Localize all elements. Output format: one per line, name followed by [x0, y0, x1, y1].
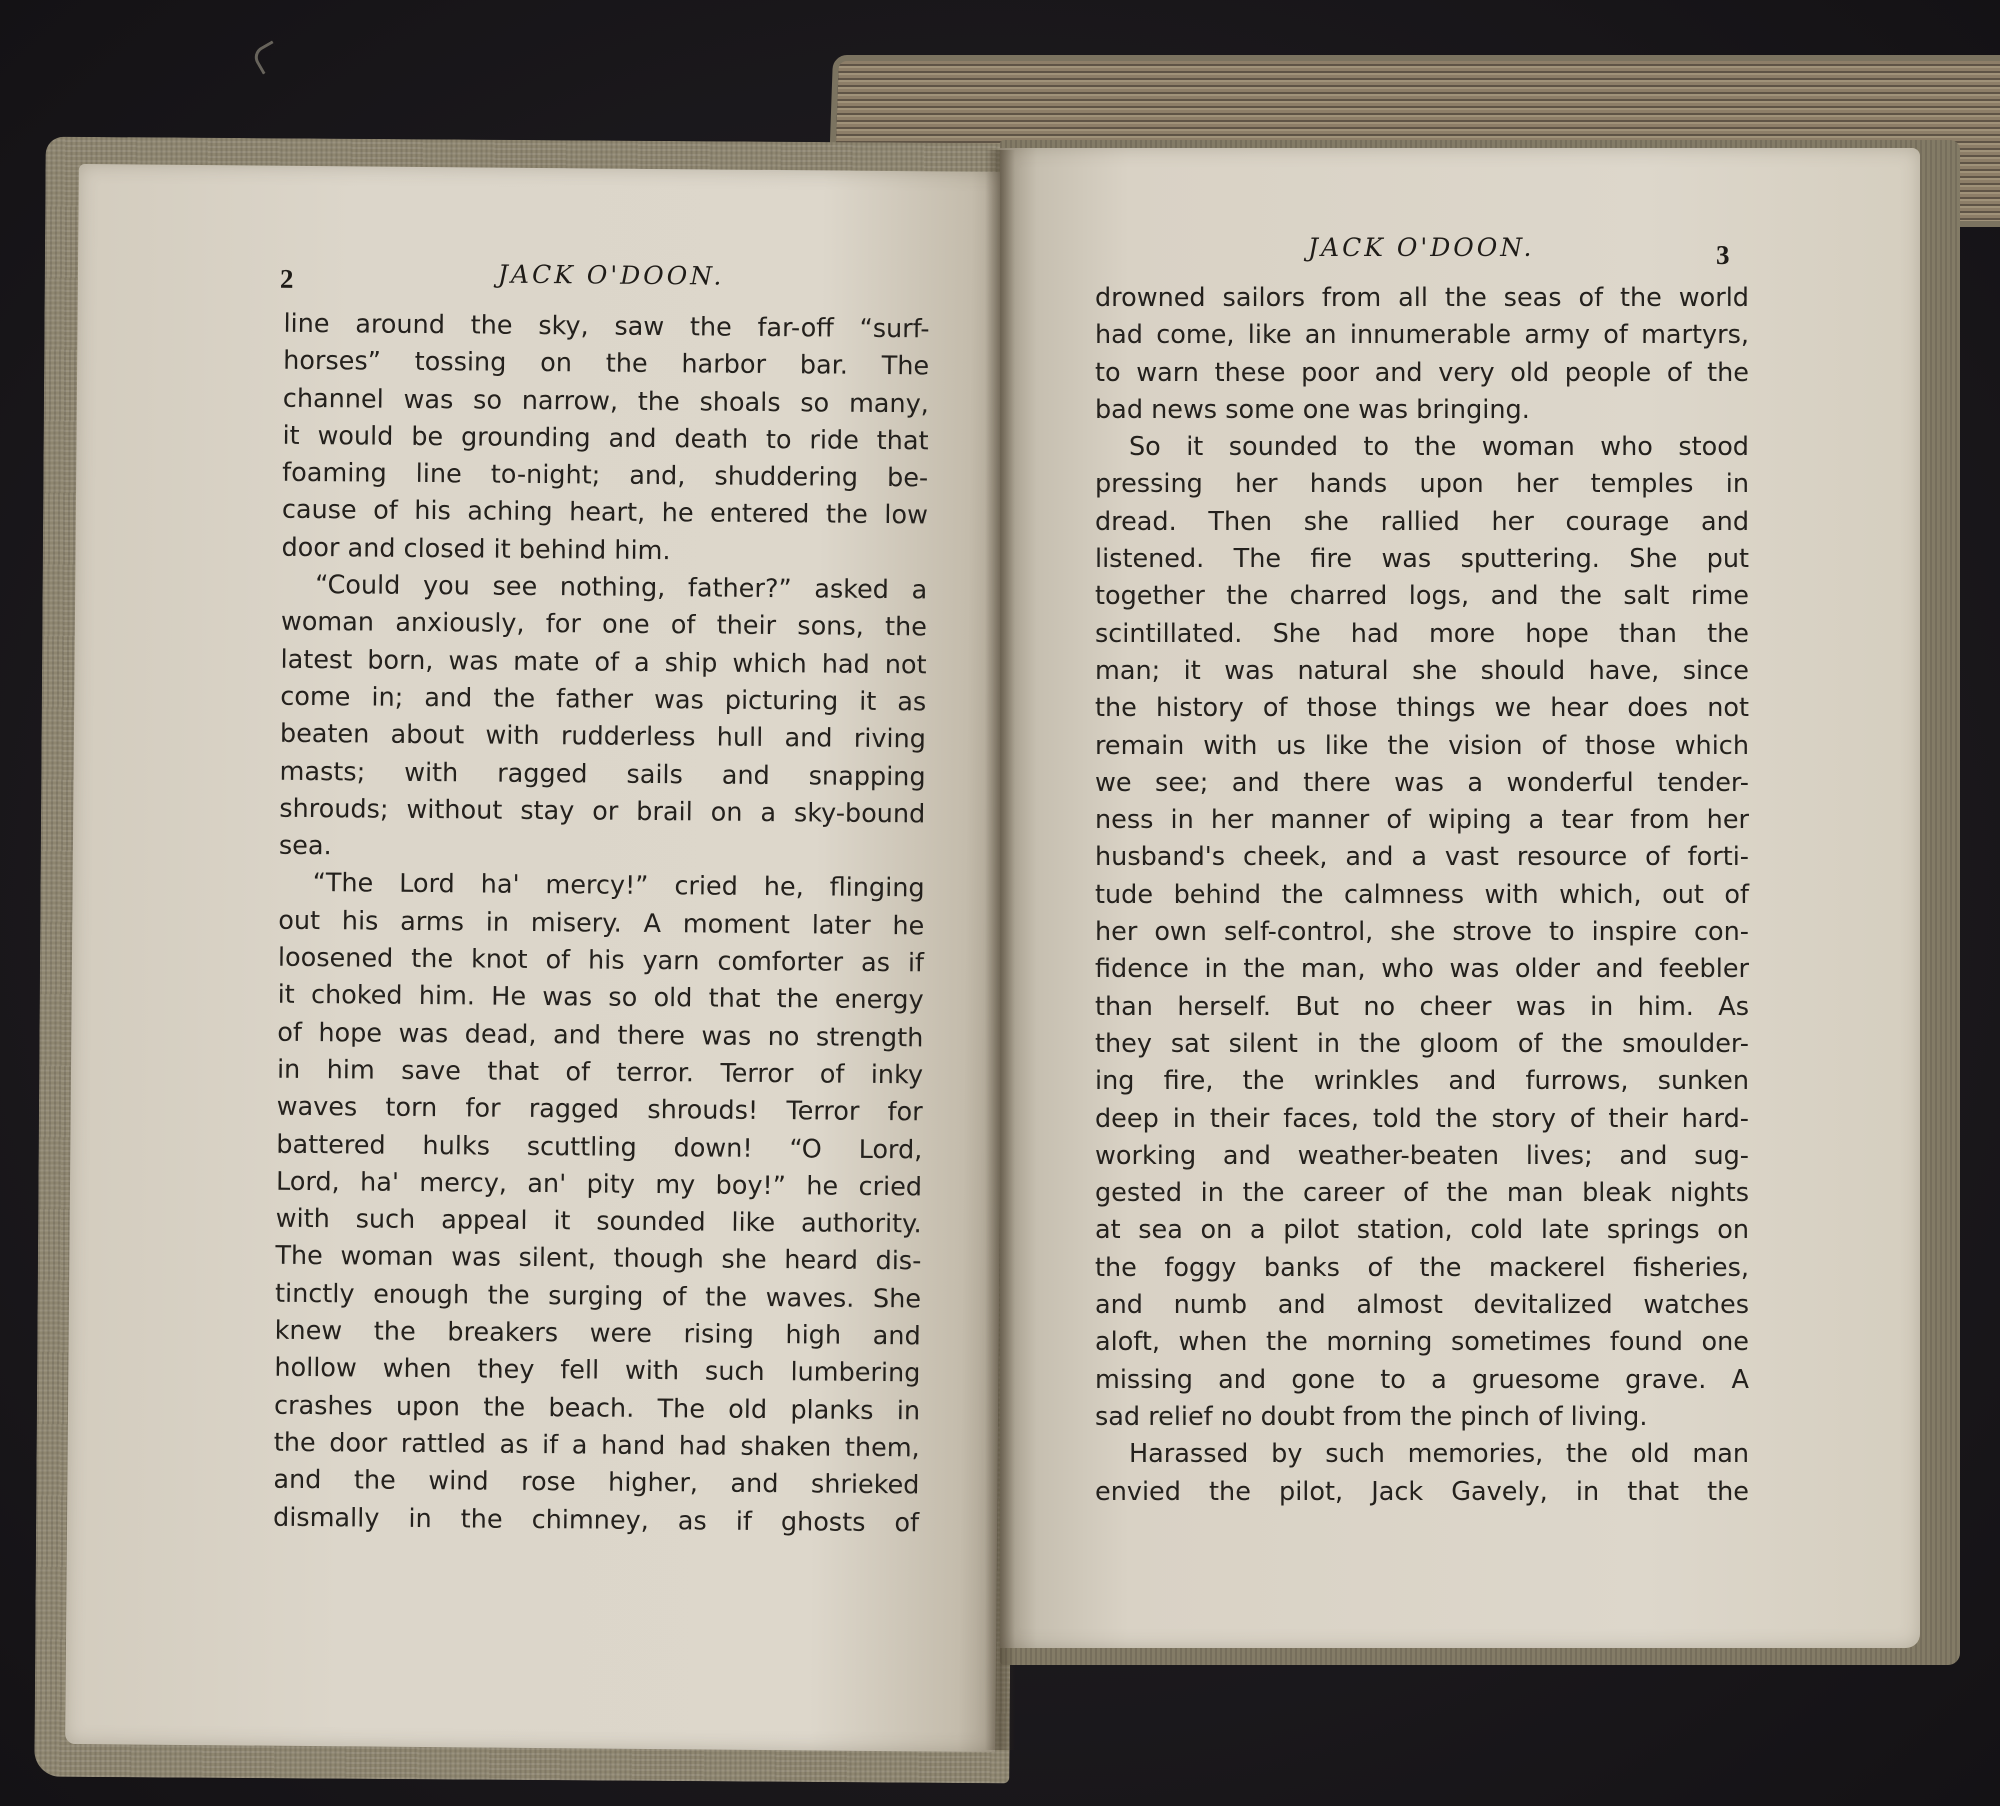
text-line: working and weather-beaten lives; and sug-: [1095, 1140, 1749, 1171]
text-line: remain with us like the vision of those which: [1095, 730, 1749, 761]
text-line: the history of those things we hear does not: [1095, 693, 1749, 724]
text-line: fidence in the man, who was older and feebler: [1095, 954, 1749, 985]
text-line: beaten about with rudderless hull and riving: [279, 719, 927, 755]
text-line: channel was so narrow, the shoals so many,: [282, 383, 929, 419]
left-page-text: [273, 306, 930, 1542]
text-line: sad relief no doubt from the pinch of living.: [1095, 1401, 1648, 1432]
text-line: sea.: [278, 830, 332, 862]
page-number-left: 2: [279, 263, 294, 294]
text-line: tude behind the calmness with which, out of: [1095, 879, 1749, 910]
running-head-left: JACK O'DOON.: [497, 259, 725, 291]
text-line: The woman was silent, though she heard dis-: [275, 1241, 922, 1277]
text-line: horses” tossing on the harbor bar. The: [283, 346, 930, 382]
text-line: woman anxiously, for one of their sons, the: [280, 607, 928, 643]
text-line: husband's cheek, and a vast resource of forti-: [1095, 842, 1749, 873]
text-line: dismally in the chimney, as if ghosts of: [272, 1502, 920, 1538]
text-line: to warn these poor and very old people of the: [1095, 357, 1749, 388]
text-line: shrouds; without stay or brail on a sky-bound: [279, 793, 926, 830]
text-line: they sat silent in the gloom of the smoulder-: [1095, 1028, 1749, 1059]
text-line: the foggy banks of the mackerel fisheries,: [1095, 1252, 1749, 1283]
text-line: drowned sailors from all the seas of the world: [1095, 283, 1749, 313]
text-line: gested in the career of the man bleak nights: [1095, 1178, 1749, 1209]
text-line: latest born, was mate of a ship which had not: [280, 644, 927, 681]
page-number-right: 3: [1716, 240, 1730, 270]
text-line: waves torn for ragged shrouds! Terror for: [276, 1091, 923, 1128]
text-line: missing and gone to a gruesome grave. A: [1095, 1364, 1749, 1395]
text-line: come in; and the father was picturing it as: [280, 681, 927, 718]
running-head-right: JACK O'DOON.: [1308, 233, 1535, 262]
text-line: “Could you see nothing, father?” asked a: [315, 570, 928, 606]
text-line: scintillated. She had more hope than the: [1095, 618, 1749, 649]
text-line: foaming line to-night; and, shuddering be-: [282, 457, 929, 494]
text-line: deep in their faces, told the story of their hard-: [1095, 1103, 1749, 1134]
text-line: and the wind rose higher, and shrieked: [273, 1464, 920, 1501]
text-line: crashes upon the beach. The old planks in: [273, 1390, 921, 1426]
text-line: with such appeal it sounded like authority.: [275, 1203, 922, 1240]
left-page: [65, 164, 1009, 1752]
text-line: knew the breakers were rising high and: [274, 1315, 921, 1352]
text-line: the door rattled as if a hand had shaken them,: [273, 1427, 920, 1464]
text-line: ness in her manner of wiping a tear from her: [1095, 805, 1749, 836]
text-line: we see; and there was a wonderful tender-: [1095, 767, 1749, 798]
right-page-text: [1095, 280, 1749, 1511]
text-line: hollow when they fell with such lumbering: [274, 1353, 921, 1389]
right-page: [1000, 148, 1920, 1648]
text-line: together the charred logs, and the salt rime: [1095, 581, 1749, 612]
text-line: masts; with ragged sails and snapping: [279, 756, 926, 792]
text-line: had come, like an innumerable army of martyrs,: [1095, 320, 1749, 351]
text-line: it choked him. He was so old that the energy: [277, 980, 924, 1016]
text-line: line around the sky, saw the far-off “surf-: [283, 308, 930, 345]
text-line: tinctly enough the surging of the waves. She: [274, 1278, 922, 1315]
text-line: in him save that of terror. Terror of inky: [276, 1054, 924, 1091]
text-line: Lord, ha' mercy, an' pity my boy!” he cried: [275, 1166, 923, 1203]
text-line: door and closed it behind him.: [281, 532, 671, 566]
text-line: aloft, when the morning sometimes found one: [1095, 1327, 1749, 1358]
text-line: of hope was dead, and there was no strength: [277, 1017, 924, 1054]
text-line: out his arms in misery. A moment later he: [278, 905, 925, 942]
text-line: bad news some one was bringing.: [1095, 394, 1530, 425]
text-line: “The Lord ha' mercy!” cried he, flinging: [312, 868, 925, 904]
text-line: listened. The fire was sputtering. She put: [1095, 544, 1749, 575]
text-line: loosened the knot of his yarn comforter as if: [277, 942, 925, 979]
text-line: cause of his aching heart, he entered the low: [281, 495, 929, 531]
text-line: pressing her hands upon her temples in: [1095, 469, 1749, 500]
text-line: it would be grounding and death to ride that: [282, 420, 929, 457]
text-line: envied the pilot, Jack Gavely, in that the: [1095, 1476, 1749, 1507]
text-line: her own self-control, she strove to inspire con-: [1095, 917, 1749, 948]
text-line: ing fire, the wrinkles and furrows, sunken: [1095, 1066, 1749, 1097]
text-line: at sea on a pilot station, cold late springs on: [1095, 1215, 1749, 1246]
book-gutter: [985, 150, 1015, 1750]
text-line: dread. Then she rallied her courage and: [1095, 506, 1749, 537]
text-line: battered hulks scuttling down! “O Lord,: [276, 1129, 923, 1165]
text-line: than herself. But no cheer was in him. As: [1095, 991, 1749, 1022]
text-line: Harassed by such memories, the old man: [1129, 1439, 1749, 1470]
text-line: man; it was natural she should have, since: [1095, 655, 1749, 686]
text-line: So it sounded to the woman who stood: [1129, 432, 1749, 463]
text-line: and numb and almost devitalized watches: [1095, 1290, 1749, 1321]
